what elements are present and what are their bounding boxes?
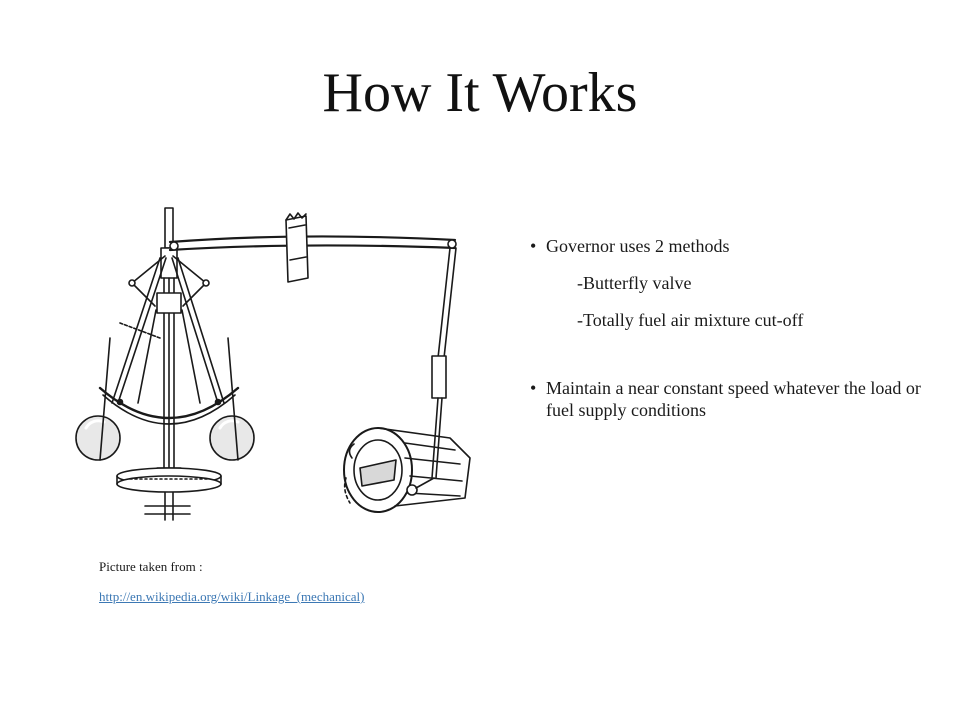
image-caption: Picture taken from : bbox=[99, 559, 203, 574]
centrifugal-governor-diagram bbox=[60, 198, 480, 528]
butterfly-valve bbox=[344, 428, 470, 512]
source-link[interactable]: http://en.wikipedia.org/wiki/Linkage_(mechanical) bbox=[99, 589, 365, 604]
bullet-marker: • bbox=[530, 236, 537, 256]
connecting-rod bbox=[432, 248, 456, 478]
bullet-item bbox=[530, 377, 930, 421]
pulley bbox=[117, 468, 221, 492]
sub-item: -Butterfly valve bbox=[577, 273, 692, 293]
sub-item: -Totally fuel air mixture cut-off bbox=[577, 310, 804, 330]
bullet-marker: • bbox=[530, 378, 537, 398]
bullet-text: Maintain a near constant speed whatever the load or fuel supply conditions bbox=[546, 378, 921, 420]
bullet-text: Governor uses 2 methods bbox=[546, 236, 730, 256]
bullet-item bbox=[530, 233, 930, 259]
bullet-list bbox=[530, 233, 930, 421]
fulcrum-post bbox=[286, 213, 308, 282]
lever-beam bbox=[170, 236, 456, 250]
slide-title: How It Works bbox=[322, 62, 638, 124]
